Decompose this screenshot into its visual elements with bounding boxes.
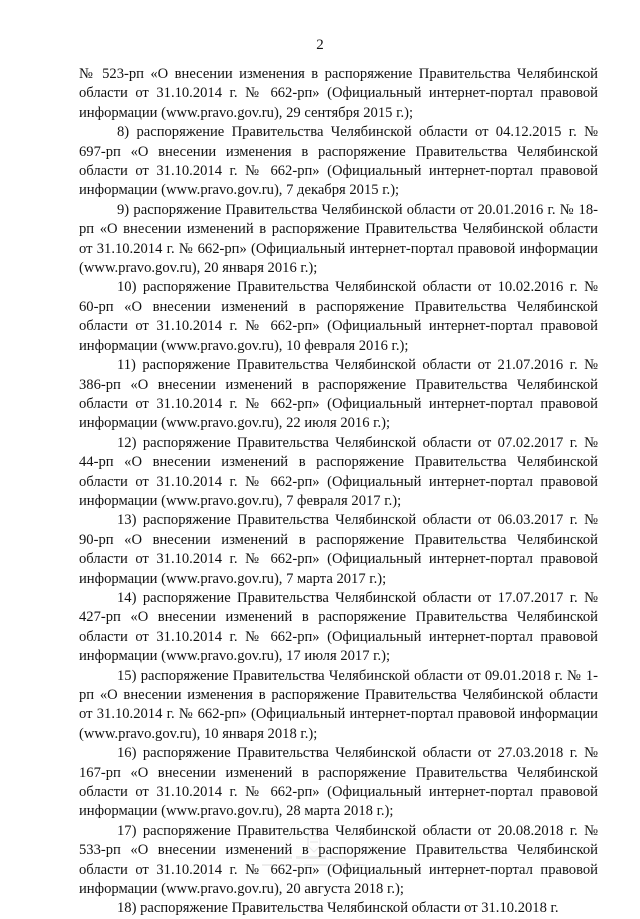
emblem-icon: [244, 826, 384, 876]
list-item: 9) распоряжение Правительства Челябинской области от 20.01.2016 г. № 18-рп «О внесении изменений в распоряжение Правительства Челябинской области от 31.10.2014 г. № 662-рп» (Официальный интернет-портал правовой информации (www.pravo.gov.ru), 20 января 2016 г.);: [79, 201, 598, 277]
list-item: 8) распоряжение Правительства Челябинской области от 04.12.2015 г. № 697-рп «О внесении изменения в распоряжение Правительства Челябинской области от 31.10.2014 г. № 662-рп» (Официальный интернет-портал правовой информации (www.pravo.gov.ru), 7 декабря 2015 г.);: [79, 124, 598, 199]
list-item: 16) распоряжение Правительства Челябинской области от 27.03.2018 г. № 167-рп «О внесении изменений в распоряжение Правительства Челябинской области от 31.10.2014 г. № 662-рп» (Официальный интернет-портал правовой информации (www.pravo.gov.ru), 28 марта 2018 г.);: [79, 745, 598, 820]
document-body: [79, 65, 598, 919]
list-item: 18) распоряжение Правительства Челябинской области от 31.10.2018 г.: [117, 900, 559, 917]
lead-paragraph: № 523-рп «О внесении изменения в распоряжение Правительства Челябинской области от 31.10.2014 г. № 662-рп» (Официальный интернет-портал правовой информации (www.pravo.gov.ru), 29 сентября 2015 г.);: [79, 66, 598, 121]
list-item: 10) распоряжение Правительства Челябинской области от 10.02.2016 г. № 60-рп «О внесении изменений в распоряжение Правительства Челябинской области от 31.10.2014 г. № 662-рп» (Официальный интернет-портал правовой информации (www.pravo.gov.ru), 10 февраля 2016 г.);: [79, 279, 598, 354]
list-item: 17) распоряжение Правительства Челябинской области от 20.08.2018 г. № 533-рп «О внесении изменений в распоряжение Правительства Челябинской области от 31.10.2014 г. № 662-рп» (Официальный интернет-портал правовой информации (www.pravo.gov.ru), 20 августа 2018 г.);: [79, 822, 598, 898]
list-item: 11) распоряжение Правительства Челябинской области от 21.07.2016 г. № 386-рп «О внесении изменений в распоряжение Правительства Челябинской области от 31.10.2014 г. № 662-рп» (Официальный интернет-портал правовой информации (www.pravo.gov.ru), 22 июля 2016 г.);: [79, 357, 598, 432]
list-item: 13) распоряжение Правительства Челябинской области от 06.03.2017 г. № 90-рп «О внесении изменений в распоряжение Правительства Челябинской области от 31.10.2014 г. № 662-рп» (Официальный интернет-портал правовой информации (www.pravo.gov.ru), 7 марта 2017 г.);: [79, 512, 598, 587]
list-item: 12) распоряжение Правительства Челябинской области от 07.02.2017 г. № 44-рп «О внесении изменений в распоряжение Правительства Челябинской области от 31.10.2014 г. № 662-рп» (Официальный интернет-портал правовой информации (www.pravo.gov.ru), 7 февраля 2017 г.);: [79, 434, 598, 509]
list-item: 14) распоряжение Правительства Челябинской области от 17.07.2017 г. № 427-рп «О внесении изменений в распоряжение Правительства Челябинской области от 31.10.2014 г. № 662-рп» (Официальный интернет-портал правовой информации (www.pravo.gov.ru), 17 июля 2017 г.);: [79, 589, 598, 665]
watermark-emblem: [244, 826, 384, 876]
list-item: 15) распоряжение Правительства Челябинской области от 09.01.2018 г. № 1-рп «О внесении изменения в распоряжение Правительства Челябинской области от 31.10.2014 г. № 662-рп» (Официальный интернет-портал правовой информации (www.pravo.gov.ru), 10 января 2018 г.);: [79, 667, 598, 742]
page-number: 2: [316, 37, 324, 53]
